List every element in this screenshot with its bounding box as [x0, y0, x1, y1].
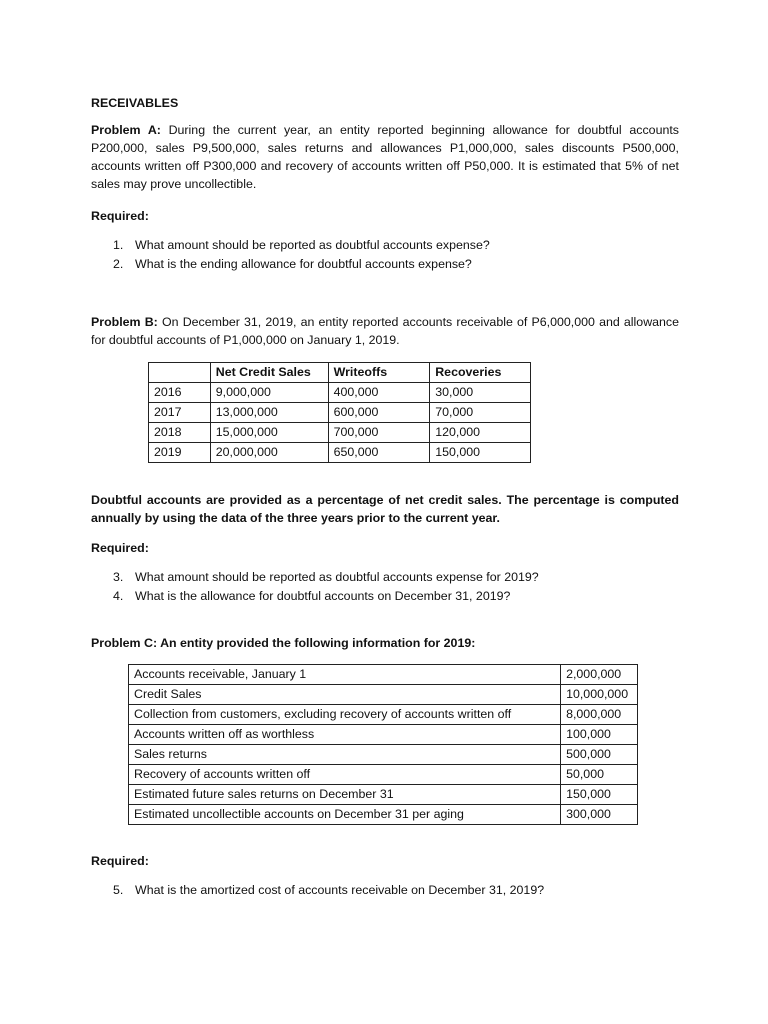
problem-a-text: During the current year, an entity reported beginning allowance for doubtful accounts P200,000, sales P9,500,000, sales returns and allowances P1,000,000, sales discounts P500,000, accounts written off P300,000 and recovery of accounts written off P50,000. It is estimated that 5% of net sales may prove uncollectible. [91, 123, 679, 191]
problem-b-paragraph [91, 313, 679, 349]
document-title: RECEIVABLES [91, 96, 179, 110]
problem-b-questions [113, 568, 539, 606]
table-cell: 700,000 [328, 423, 430, 443]
table-cell: 2017 [149, 403, 211, 423]
question-number: 4. [113, 589, 124, 603]
table-cell-value: 8,000,000 [561, 705, 638, 725]
table-row [129, 785, 638, 805]
problem-a-questions [113, 236, 490, 274]
problem-a-paragraph [91, 121, 679, 193]
problem-b-text: On December 31, 2019, an entity reported accounts receivable of P6,000,000 and allowance for doubtful accounts of P1,000,000 on January 1, 2019. [91, 315, 680, 347]
table-cell-label: Accounts receivable, January 1 [129, 665, 561, 685]
table-cell-label: Collection from customers, excluding recovery of accounts written off [129, 705, 561, 725]
question-item [113, 881, 544, 900]
question-text: What is the allowance for doubtful accounts on December 31, 2019? [135, 589, 511, 603]
table-row [149, 383, 531, 403]
problem-c-paragraph [91, 634, 679, 652]
table-cell-value: 50,000 [561, 765, 638, 785]
table-cell: 13,000,000 [210, 403, 328, 423]
question-text: What is the ending allowance for doubtful accounts expense? [135, 257, 472, 271]
table-cell-label: Estimated future sales returns on December 31 [129, 785, 561, 805]
table-row [129, 765, 638, 785]
table-row [129, 805, 638, 825]
problem-b-table [148, 362, 531, 463]
problem-b-note: Doubtful accounts are provided as a percentage of net credit sales. The percentage is computed annually by using the data of the three years prior to the current year. [91, 493, 679, 525]
table-cell: 70,000 [430, 403, 531, 423]
question-text: What amount should be reported as doubtful accounts expense for 2019? [135, 570, 539, 584]
table-cell: 20,000,000 [210, 443, 328, 463]
table-cell-label: Sales returns [129, 745, 561, 765]
question-item [113, 255, 490, 274]
table-header-cell: Writeoffs [328, 363, 430, 383]
question-item [113, 587, 539, 606]
table-cell: 2019 [149, 443, 211, 463]
table-header-cell: Recoveries [430, 363, 531, 383]
table-cell-value: 100,000 [561, 725, 638, 745]
table-row [149, 423, 531, 443]
table-row [149, 403, 531, 423]
table-cell: 600,000 [328, 403, 430, 423]
table-cell: 9,000,000 [210, 383, 328, 403]
table-cell: 400,000 [328, 383, 430, 403]
table-row [129, 725, 638, 745]
problem-a-required-label: Required: [91, 209, 149, 223]
table-header-cell [149, 363, 211, 383]
problem-c-questions [113, 881, 544, 900]
table-cell: 150,000 [430, 443, 531, 463]
question-number: 1. [113, 238, 124, 252]
table-cell-label: Accounts written off as worthless [129, 725, 561, 745]
problem-b-required-label: Required: [91, 541, 149, 555]
problem-c-required-label: Required: [91, 854, 149, 868]
table-cell-value: 10,000,000 [561, 685, 638, 705]
question-number: 3. [113, 570, 124, 584]
question-number: 5. [113, 883, 124, 897]
table-cell: 15,000,000 [210, 423, 328, 443]
table-header-row [149, 363, 531, 383]
question-number: 2. [113, 257, 124, 271]
problem-c-label: Problem C: [91, 636, 158, 650]
table-cell-value: 300,000 [561, 805, 638, 825]
problem-a-label: Problem A: [91, 123, 161, 137]
table-header-cell: Net Credit Sales [210, 363, 328, 383]
table-row [129, 665, 638, 685]
table-cell-value: 500,000 [561, 745, 638, 765]
table-row [129, 685, 638, 705]
table-cell: 2018 [149, 423, 211, 443]
problem-c-table [128, 664, 638, 825]
table-cell: 650,000 [328, 443, 430, 463]
table-cell-value: 2,000,000 [561, 665, 638, 685]
table-cell-label: Credit Sales [129, 685, 561, 705]
table-cell-value: 150,000 [561, 785, 638, 805]
question-item [113, 236, 490, 255]
table-cell: 120,000 [430, 423, 531, 443]
table-cell-label: Estimated uncollectible accounts on December 31 per aging [129, 805, 561, 825]
problem-c-text: An entity provided the following information for 2019: [160, 636, 476, 650]
problem-b-label: Problem B: [91, 315, 158, 329]
question-text: What amount should be reported as doubtful accounts expense? [135, 238, 490, 252]
table-cell-label: Recovery of accounts written off [129, 765, 561, 785]
question-item [113, 568, 539, 587]
table-row [129, 705, 638, 725]
table-row [149, 443, 531, 463]
table-cell: 30,000 [430, 383, 531, 403]
question-text: What is the amortized cost of accounts receivable on December 31, 2019? [135, 883, 545, 897]
table-cell: 2016 [149, 383, 211, 403]
table-row [129, 745, 638, 765]
